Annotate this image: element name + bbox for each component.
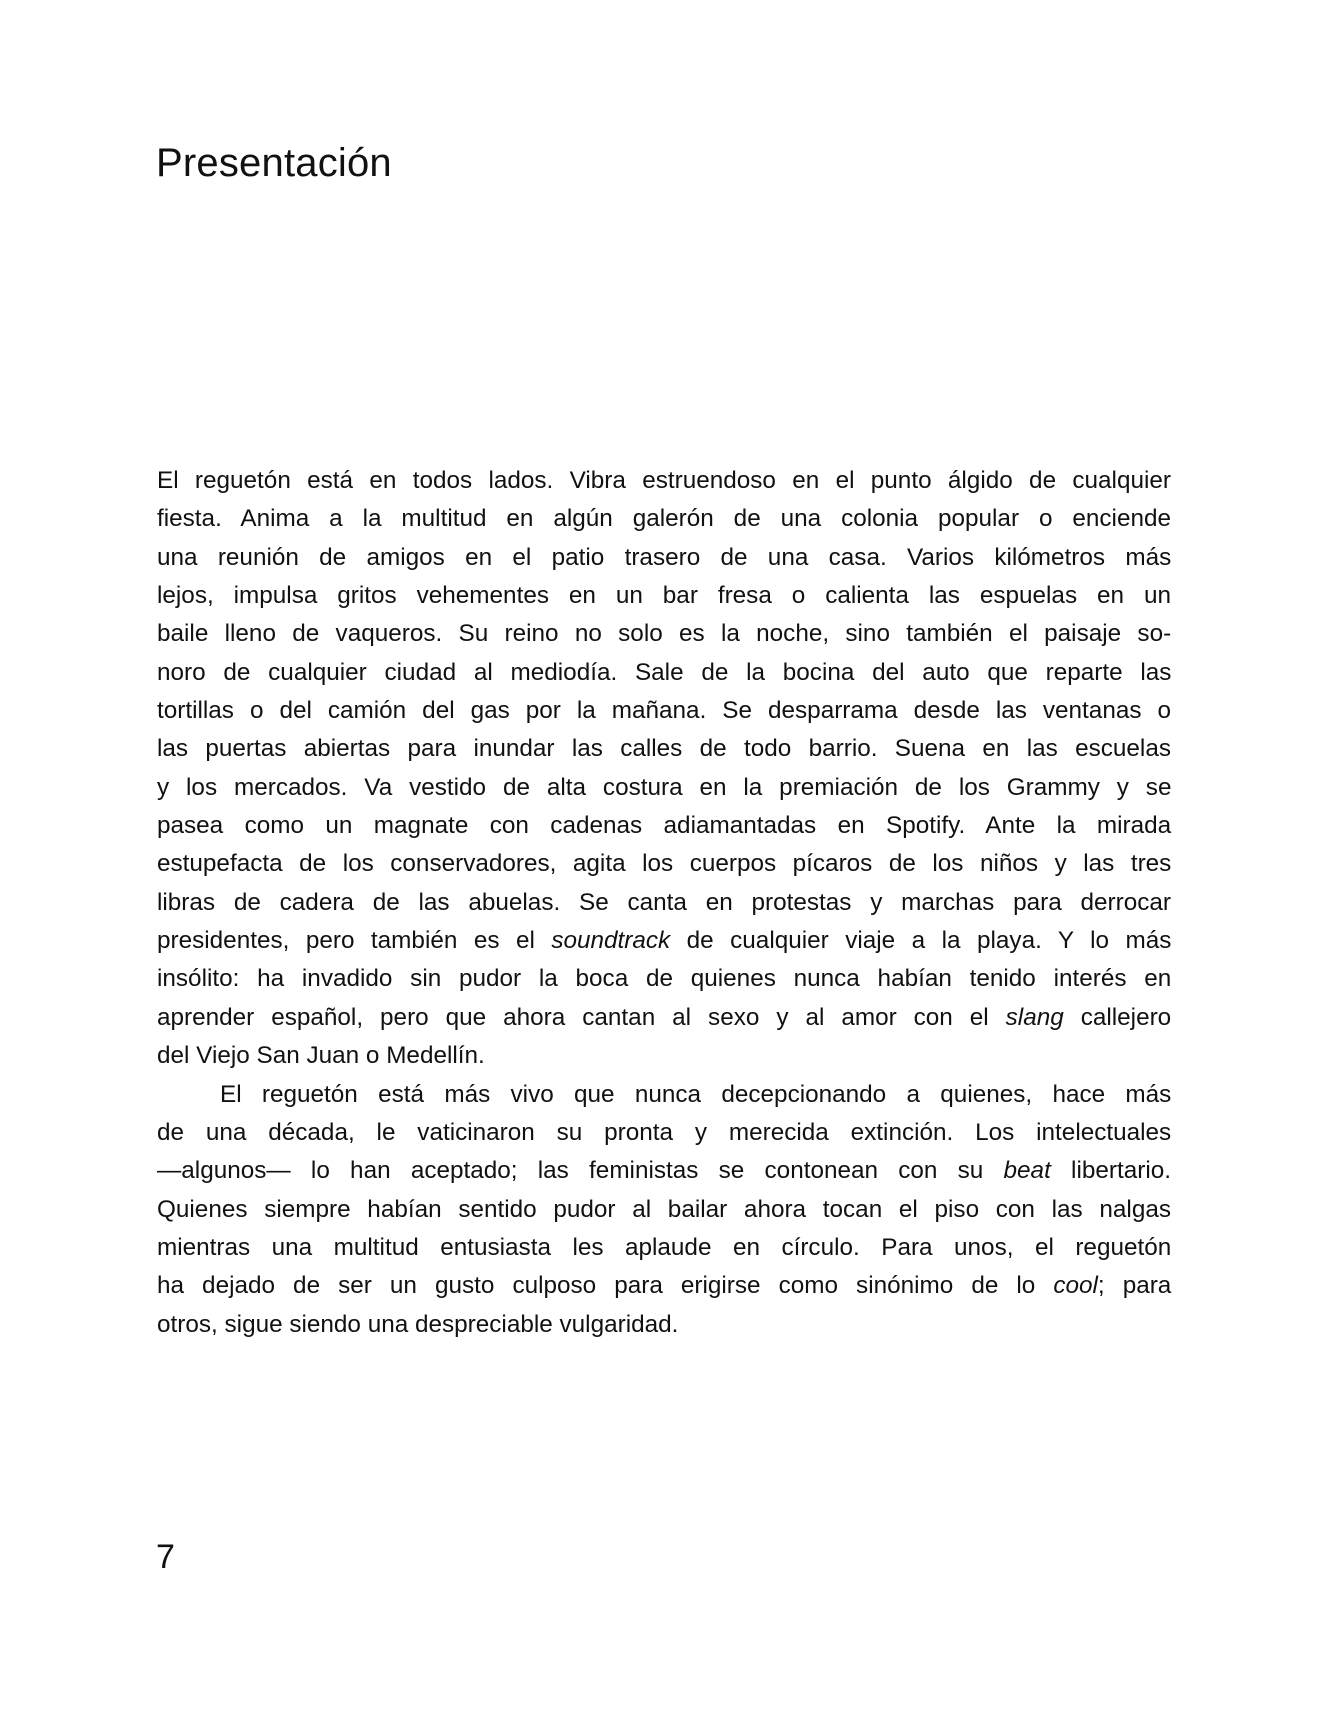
text-run: presidentes, pero también es el [157, 927, 552, 955]
text-line [157, 500, 1171, 538]
text-line [157, 615, 1171, 653]
text-run: estupefacta de los conservadores, agita los cuerpos pícaros de los niños y las tres [157, 850, 1172, 878]
text-run: noro de cualquier ciudad al mediodía. Sale de la bocina del auto que reparte las [157, 658, 1172, 686]
text-run: libertario. [1050, 1157, 1171, 1185]
text-run: ha dejado de ser un gusto culposo para erigirse como sinónimo de lo [157, 1272, 1054, 1300]
text-run: otros, sigue siendo una despreciable vulgaridad. [157, 1310, 679, 1338]
text-run: El reguetón está en todos lados. Vibra estruendoso en el punto álgido de cualquier [157, 467, 1171, 494]
text-line [157, 769, 1171, 807]
text-run: tortillas o del camión del gas por la mañana. Se desparrama desde las ventanas o [157, 697, 1171, 725]
text-line [157, 462, 1171, 500]
text-run: de una década, le vaticinaron su pronta y merecida extinción. Los intelectuales [157, 1118, 1172, 1146]
text-line [157, 884, 1171, 922]
text-line [157, 577, 1171, 615]
text-run: fiesta. Anima a la multitud en algún galerón de una colonia popular o enciende [157, 505, 1171, 533]
text-run: del Viejo San Juan o Medellín. [157, 1042, 485, 1070]
text-run: mientras una multitud entusiasta les aplaude en círculo. Para unos, el reguetón [157, 1233, 1172, 1261]
text-line [157, 1114, 1171, 1152]
text-line [157, 730, 1171, 768]
text-line [157, 1229, 1171, 1267]
text-run: aprender español, pero que ahora cantan al sexo y al amor con el [157, 1003, 1006, 1031]
text-run: y los mercados. Va vestido de alta costura en la premiación de los Grammy y se [157, 773, 1172, 801]
page-number: 7 [156, 1538, 175, 1576]
text-run: pasea como un magnate con cadenas adiamantadas en Spotify. Ante la mirada [157, 812, 1172, 840]
page-title: Presentación [156, 141, 392, 185]
text-run: lejos, impulsa gritos vehementes en un bar fresa o calienta las espuelas en un [157, 582, 1171, 610]
text-line [157, 1267, 1171, 1305]
text-line [157, 999, 1171, 1037]
paragraph [157, 462, 1171, 1076]
text-line [157, 1191, 1171, 1229]
italic-term: slang [1005, 1003, 1064, 1031]
text-run: ; para [1097, 1272, 1172, 1300]
italic-term: soundtrack [551, 927, 671, 955]
italic-term: cool [1053, 1272, 1098, 1300]
text-line [157, 692, 1171, 730]
text-run: una reunión de amigos en el patio trasero de una casa. Varios kilómetros más [157, 543, 1172, 571]
italic-term: beat [1003, 1157, 1051, 1185]
text-run: callejero [1063, 1003, 1172, 1031]
text-run: de cualquier viaje a la playa. Y lo más [670, 927, 1172, 955]
text-line [157, 1306, 1171, 1344]
text-run: baile lleno de vaqueros. Su reino no solo es la noche, sino también el paisaje so- [157, 620, 1172, 648]
text-run: Quienes siempre habían sentido pudor al bailar ahora tocan el piso con las nalgas [157, 1195, 1171, 1223]
text-line [157, 654, 1171, 692]
text-run: insólito: ha invadido sin pudor la boca de quienes nunca habían tenido interés en [157, 965, 1172, 993]
text-run: libras de cadera de las abuelas. Se canta en protestas y marchas para derrocar [157, 888, 1171, 916]
text-line [157, 960, 1171, 998]
text-line [157, 539, 1171, 577]
text-line [157, 1152, 1171, 1190]
text-run: las puertas abiertas para inundar las calles de todo barrio. Suena en las escuelas [157, 735, 1171, 763]
text-run: El reguetón está más vivo que nunca decepcionando a quienes, hace más [220, 1080, 1172, 1108]
body-text [157, 462, 1171, 1344]
text-run: —algunos— lo han aceptado; las feministas se contonean con su [157, 1157, 1004, 1185]
text-line [157, 1037, 1171, 1075]
text-line [157, 922, 1171, 960]
text-line [157, 807, 1171, 845]
text-line [157, 845, 1171, 883]
text-line [157, 1076, 1171, 1114]
paragraph [157, 1076, 1171, 1344]
